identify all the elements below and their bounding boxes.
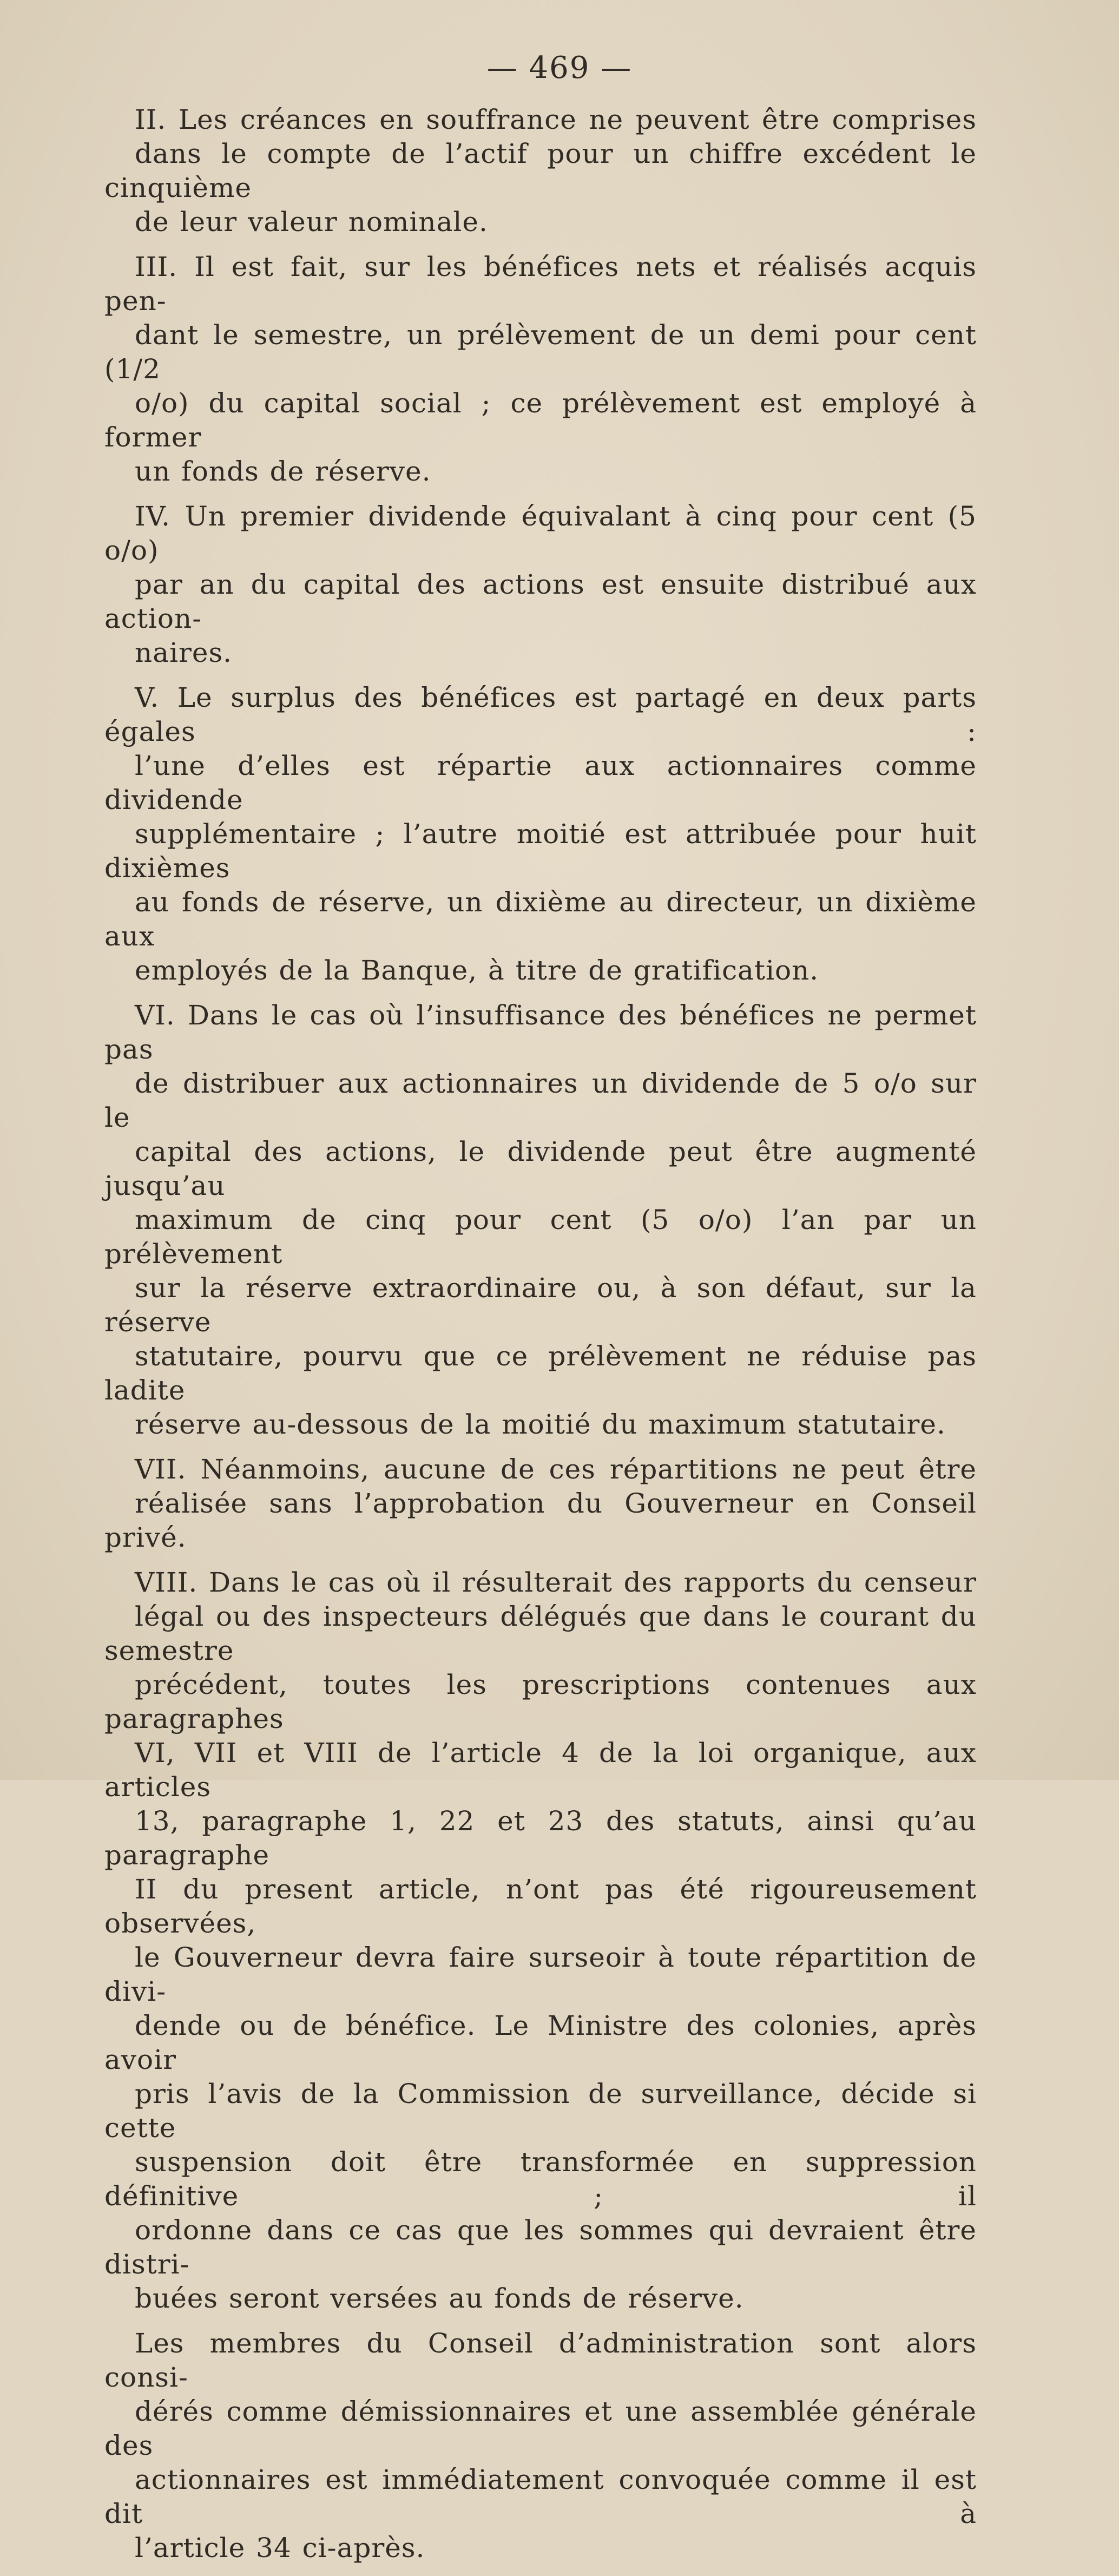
text-line: un fonds de réserve. (135, 456, 431, 487)
text-line: V. Le surplus des bénéfices est partagé en deux parts égales : (104, 682, 977, 747)
text-line: de distribuer aux actionnaires un dividende de 5 o/o sur le (104, 1068, 977, 1133)
text-line: supplémentaire ; l’autre moitié est attribuée pour huit dixièmes (104, 818, 977, 884)
paragraph-vii (104, 1453, 977, 1555)
text-line: pris l’avis de la Commission de surveillance, décide si cette (104, 2078, 977, 2144)
text-line: légal ou des inspecteurs délégués que dans le courant du semestre (104, 1601, 977, 1666)
text-line: o/o) du capital social ; ce prélèvement est employé à former (104, 387, 977, 453)
text-line: employés de la Banque, à titre de gratification. (135, 955, 819, 986)
paragraph-iii (104, 250, 977, 489)
text-line: précédent, toutes les prescriptions contenues aux paragraphes (104, 1669, 977, 1734)
text-line: maximum de cinq pour cent (5 o/o) l’an par un prélèvement (104, 1204, 977, 1270)
body-text (104, 103, 977, 2576)
text-line: actionnaires est immédiatement convoquée comme il est dit à (104, 2464, 977, 2529)
text-line: de leur valeur nominale. (135, 206, 488, 238)
text-line: au fonds de réserve, un dixième au directeur, un dixième aux (104, 886, 977, 952)
paragraph-iv (104, 500, 977, 670)
text-line: réserve au-dessous de la moitié du maximum statutaire. (135, 1409, 946, 1440)
text-line: dans le compte de l’actif pour un chiffre excédent le cinquième (104, 138, 977, 203)
text-line: VI, VII et VIII de l’article 4 de la loi organique, aux articles (104, 1737, 977, 1803)
text-line: l’une d’elles est répartie aux actionnaires comme dividende (104, 750, 977, 816)
text-line: par an du capital des actions est ensuite distribué aux action- (104, 569, 977, 634)
text-line: suspension doit être transformée en suppression définitive ; il (104, 2146, 977, 2212)
text-line: ordonne dans ce cas que les sommes qui devraient être distri- (104, 2214, 977, 2280)
paragraph-vi (104, 998, 977, 1442)
paragraph-ii (104, 103, 977, 239)
text-line: II. Les créances en souffrance ne peuvent être comprises (135, 104, 977, 135)
text-line: 13, paragraphe 1, 22 et 23 des statuts, ainsi qu’au paragraphe (104, 1805, 977, 1871)
paragraph-viii (104, 1566, 977, 2316)
text-line: VIII. Dans le cas où il résulterait des rapports du censeur (135, 1567, 977, 1598)
text-line: buées seront versées au fonds de réserve. (135, 2283, 744, 2314)
text-line: réalisée sans l’approbation du Gouverneur en Conseil privé. (104, 1488, 977, 1553)
text-line: III. Il est fait, sur les bénéfices nets et réalisés acquis pen- (104, 251, 977, 317)
text-line: capital des actions, le dividende peut être augmenté jusqu’au (104, 1136, 977, 1201)
text-line: VII. Néanmoins, aucune de ces répartitions ne peut être (135, 1454, 977, 1485)
text-line: dende ou de bénéfice. Le Ministre des colonies, après avoir (104, 2010, 977, 2075)
text-line: le Gouverneur devra faire surseoir à toute répartition de divi- (104, 1942, 977, 2007)
text-line: dant le semestre, un prélèvement de un demi pour cent (1/2 (104, 319, 977, 385)
text-line: IV. Un premier dividende équivalant à cinq pour cent (5 o/o) (104, 501, 977, 566)
text-line: dérés comme démissionnaires et une assemblée générale des (104, 2396, 977, 2461)
text-line: l’article 34 ci-après. (135, 2532, 425, 2564)
page-number: — 469 — (486, 50, 633, 86)
paragraph-v (104, 681, 977, 988)
text-line: statutaire, pourvu que ce prélèvement ne réduise pas ladite (104, 1340, 977, 1406)
text-line: VI. Dans le cas où l’insuffisance des bénéfices ne permet pas (104, 1000, 977, 1065)
text-line: sur la réserve extraordinaire ou, à son défaut, sur la réserve (104, 1272, 977, 1338)
text-line: II du present article, n’ont pas été rigoureusement observées, (104, 1874, 977, 1939)
paragraph-conseil (104, 2327, 977, 2565)
text-line: Les membres du Conseil d’administration sont alors consi- (104, 2328, 977, 2393)
text-line: naires. (135, 637, 233, 668)
